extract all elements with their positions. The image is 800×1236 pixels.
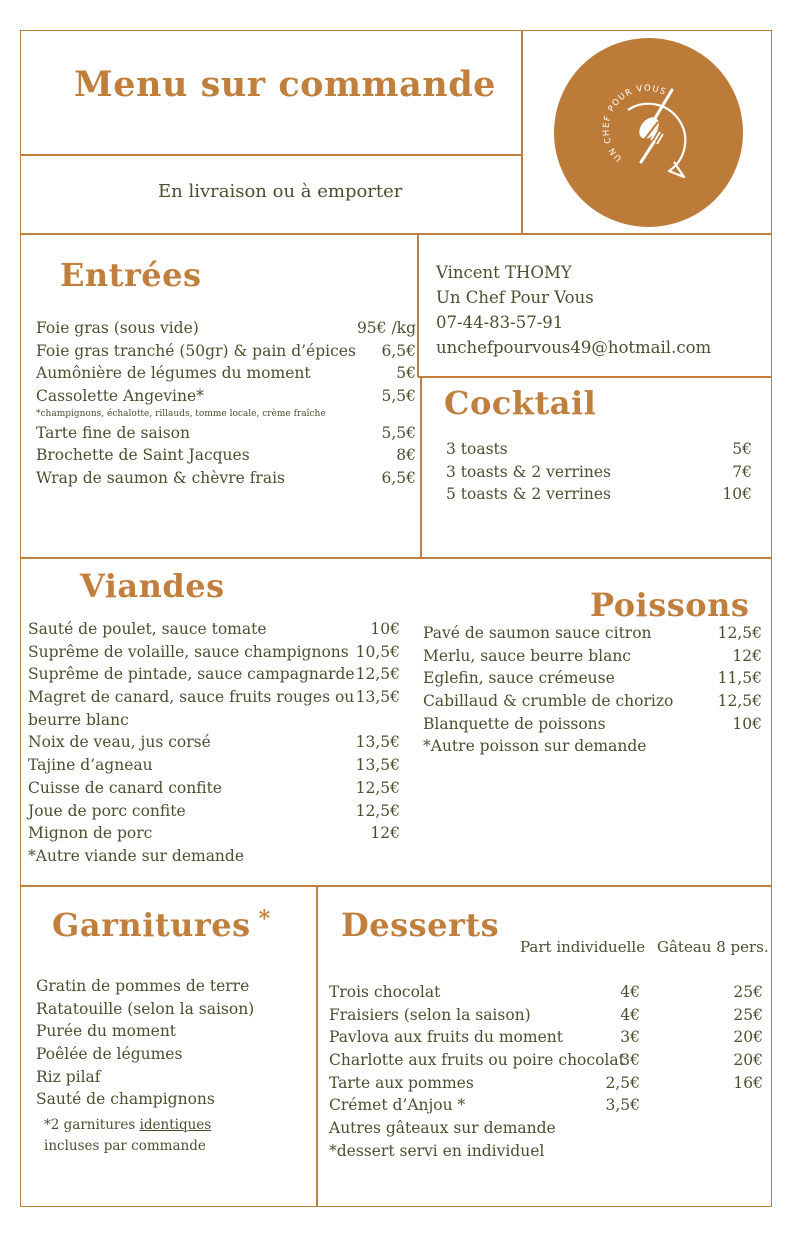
contact-block: [436, 260, 711, 360]
divider: [20, 885, 772, 887]
list-item: Crémet d’Anjou * 3,5€: [329, 1096, 640, 1115]
list-item: Brochette de Saint Jacques 8€: [36, 446, 416, 465]
page-subtitle: En livraison ou à emporter: [158, 181, 403, 202]
list-item: Foie gras (sous vide) 95€ /kg: [36, 319, 416, 337]
divider: [420, 376, 422, 558]
list-item: Noix de veau, jus corsé 13,5€: [28, 733, 400, 752]
list-item: Tarte aux pommes 2,5€ 16€: [329, 1073, 763, 1092]
list-item: Trois chocolat 4€ 25€: [329, 983, 763, 1001]
brand-logo: [554, 38, 743, 227]
note-underlined: identiques: [139, 1117, 212, 1133]
section-title-entrees: Entrées: [60, 256, 202, 294]
col-header-cake: Gâteau 8 pers.: [657, 938, 769, 956]
list-item: Purée du moment: [36, 1022, 177, 1041]
section-title-viandes: Viandes: [80, 567, 225, 605]
list-item: Cuisse de canard confite 12,5€: [28, 778, 400, 797]
section-title-poissons: Poissons: [590, 586, 750, 624]
divider: [417, 233, 419, 377]
poissons-list: [423, 622, 762, 758]
svg-text:UN CHEF POUR VOUS: UN CHEF POUR VOUS: [601, 83, 668, 164]
list-item: Foie gras tranché (50gr) & pain d’épices 6,5€: [36, 341, 416, 360]
list-item: Ratatouille (selon la saison): [36, 999, 255, 1018]
cocktail-list: [446, 438, 752, 506]
chef-logo-icon: [554, 38, 743, 227]
list-item: *Autre viande sur demande: [28, 846, 245, 865]
list-item: Tarte fine de saison 5,5€: [36, 423, 416, 442]
divider: [20, 154, 522, 156]
divider: [316, 885, 318, 1207]
list-item: Magret de canard, sauce fruits rouges ou 13,5€: [28, 688, 400, 707]
list-item: Mignon de porc 12€: [28, 824, 400, 843]
list-item: Sauté de poulet, sauce tomate 10€: [28, 620, 400, 638]
list-item: Aumônière de légumes du moment 5€: [36, 364, 416, 383]
entrees-list: [36, 317, 416, 490]
list-item: Riz pilaf: [36, 1067, 101, 1086]
list-item: Pavlova aux fruits du moment 3€ 20€: [329, 1028, 763, 1047]
list-item: Blanquette de poissons 10€: [423, 714, 762, 733]
garnitures-list: [36, 975, 306, 1111]
divider: [20, 557, 772, 559]
contact-email[interactable]: unchefpourvous49@hotmail.com: [436, 338, 712, 357]
garnitures-title-text: Garnitures: [52, 906, 251, 944]
contact-name: Vincent THOMY: [436, 263, 572, 282]
list-item: *Autre poisson sur demande: [423, 737, 647, 756]
contact-company: Un Chef Pour Vous: [436, 288, 594, 307]
list-item: Cassolette Angevine* 5,5€: [36, 387, 416, 406]
divider: [418, 376, 772, 378]
list-item: Charlotte aux fruits ou poire chocolat 3€ 20€: [329, 1051, 763, 1070]
list-item: Wrap de saumon & chèvre frais 6,5€: [36, 469, 416, 488]
list-item: Autres gâteaux sur demande: [329, 1119, 556, 1138]
list-item: *dessert servi en individuel: [329, 1141, 545, 1160]
list-item: Sauté de champignons: [36, 1090, 215, 1109]
list-item: Eglefin, sauce crémeuse 11,5€: [423, 669, 762, 688]
section-title-desserts: Desserts: [341, 906, 500, 944]
list-item: Joue de porc confite 12,5€: [28, 801, 400, 820]
viandes-list: [28, 618, 400, 868]
list-item: Fraisiers (selon la saison) 4€ 25€: [329, 1005, 763, 1024]
list-item: 3 toasts 5€: [446, 440, 752, 458]
section-title-garnitures: [52, 906, 271, 944]
garnitures-note: *2 garnitures identiques incluses par commande: [44, 1117, 212, 1154]
divider: [521, 30, 523, 234]
desserts-list: [329, 981, 763, 1163]
contact-phone[interactable]: 07-44-83-57-91: [436, 313, 564, 332]
list-item: Suprême de pintade, sauce campagnarde 12,5€: [28, 665, 400, 684]
section-title-cocktail: Cocktail: [444, 384, 597, 422]
divider: [20, 233, 772, 235]
page-title: Menu sur commande: [74, 64, 496, 105]
list-item: Suprême de volaille, sauce champignons 10,5€: [28, 642, 400, 661]
list-item: Tajine d’agneau 13,5€: [28, 756, 400, 775]
list-item: Gratin de pommes de terre: [36, 977, 250, 995]
list-item: 3 toasts & 2 verrines 7€: [446, 462, 752, 481]
list-item: Merlu, sauce beurre blanc 12€: [423, 646, 762, 665]
list-item: 5 toasts & 2 verrines 10€: [446, 485, 752, 504]
list-item-note: *champignons, échalotte, rillauds, tomme locale, crème fraîche: [36, 408, 326, 419]
list-item: Pavé de saumon sauce citron 12,5€: [423, 624, 762, 642]
list-item: Cabillaud & crumble de chorizo 12,5€: [423, 692, 762, 711]
garnitures-title-mark: *: [258, 906, 271, 932]
col-header-individual: Part individuelle: [520, 938, 646, 956]
list-item: Poêlée de légumes: [36, 1045, 183, 1064]
list-item: beurre blanc: [28, 710, 129, 729]
